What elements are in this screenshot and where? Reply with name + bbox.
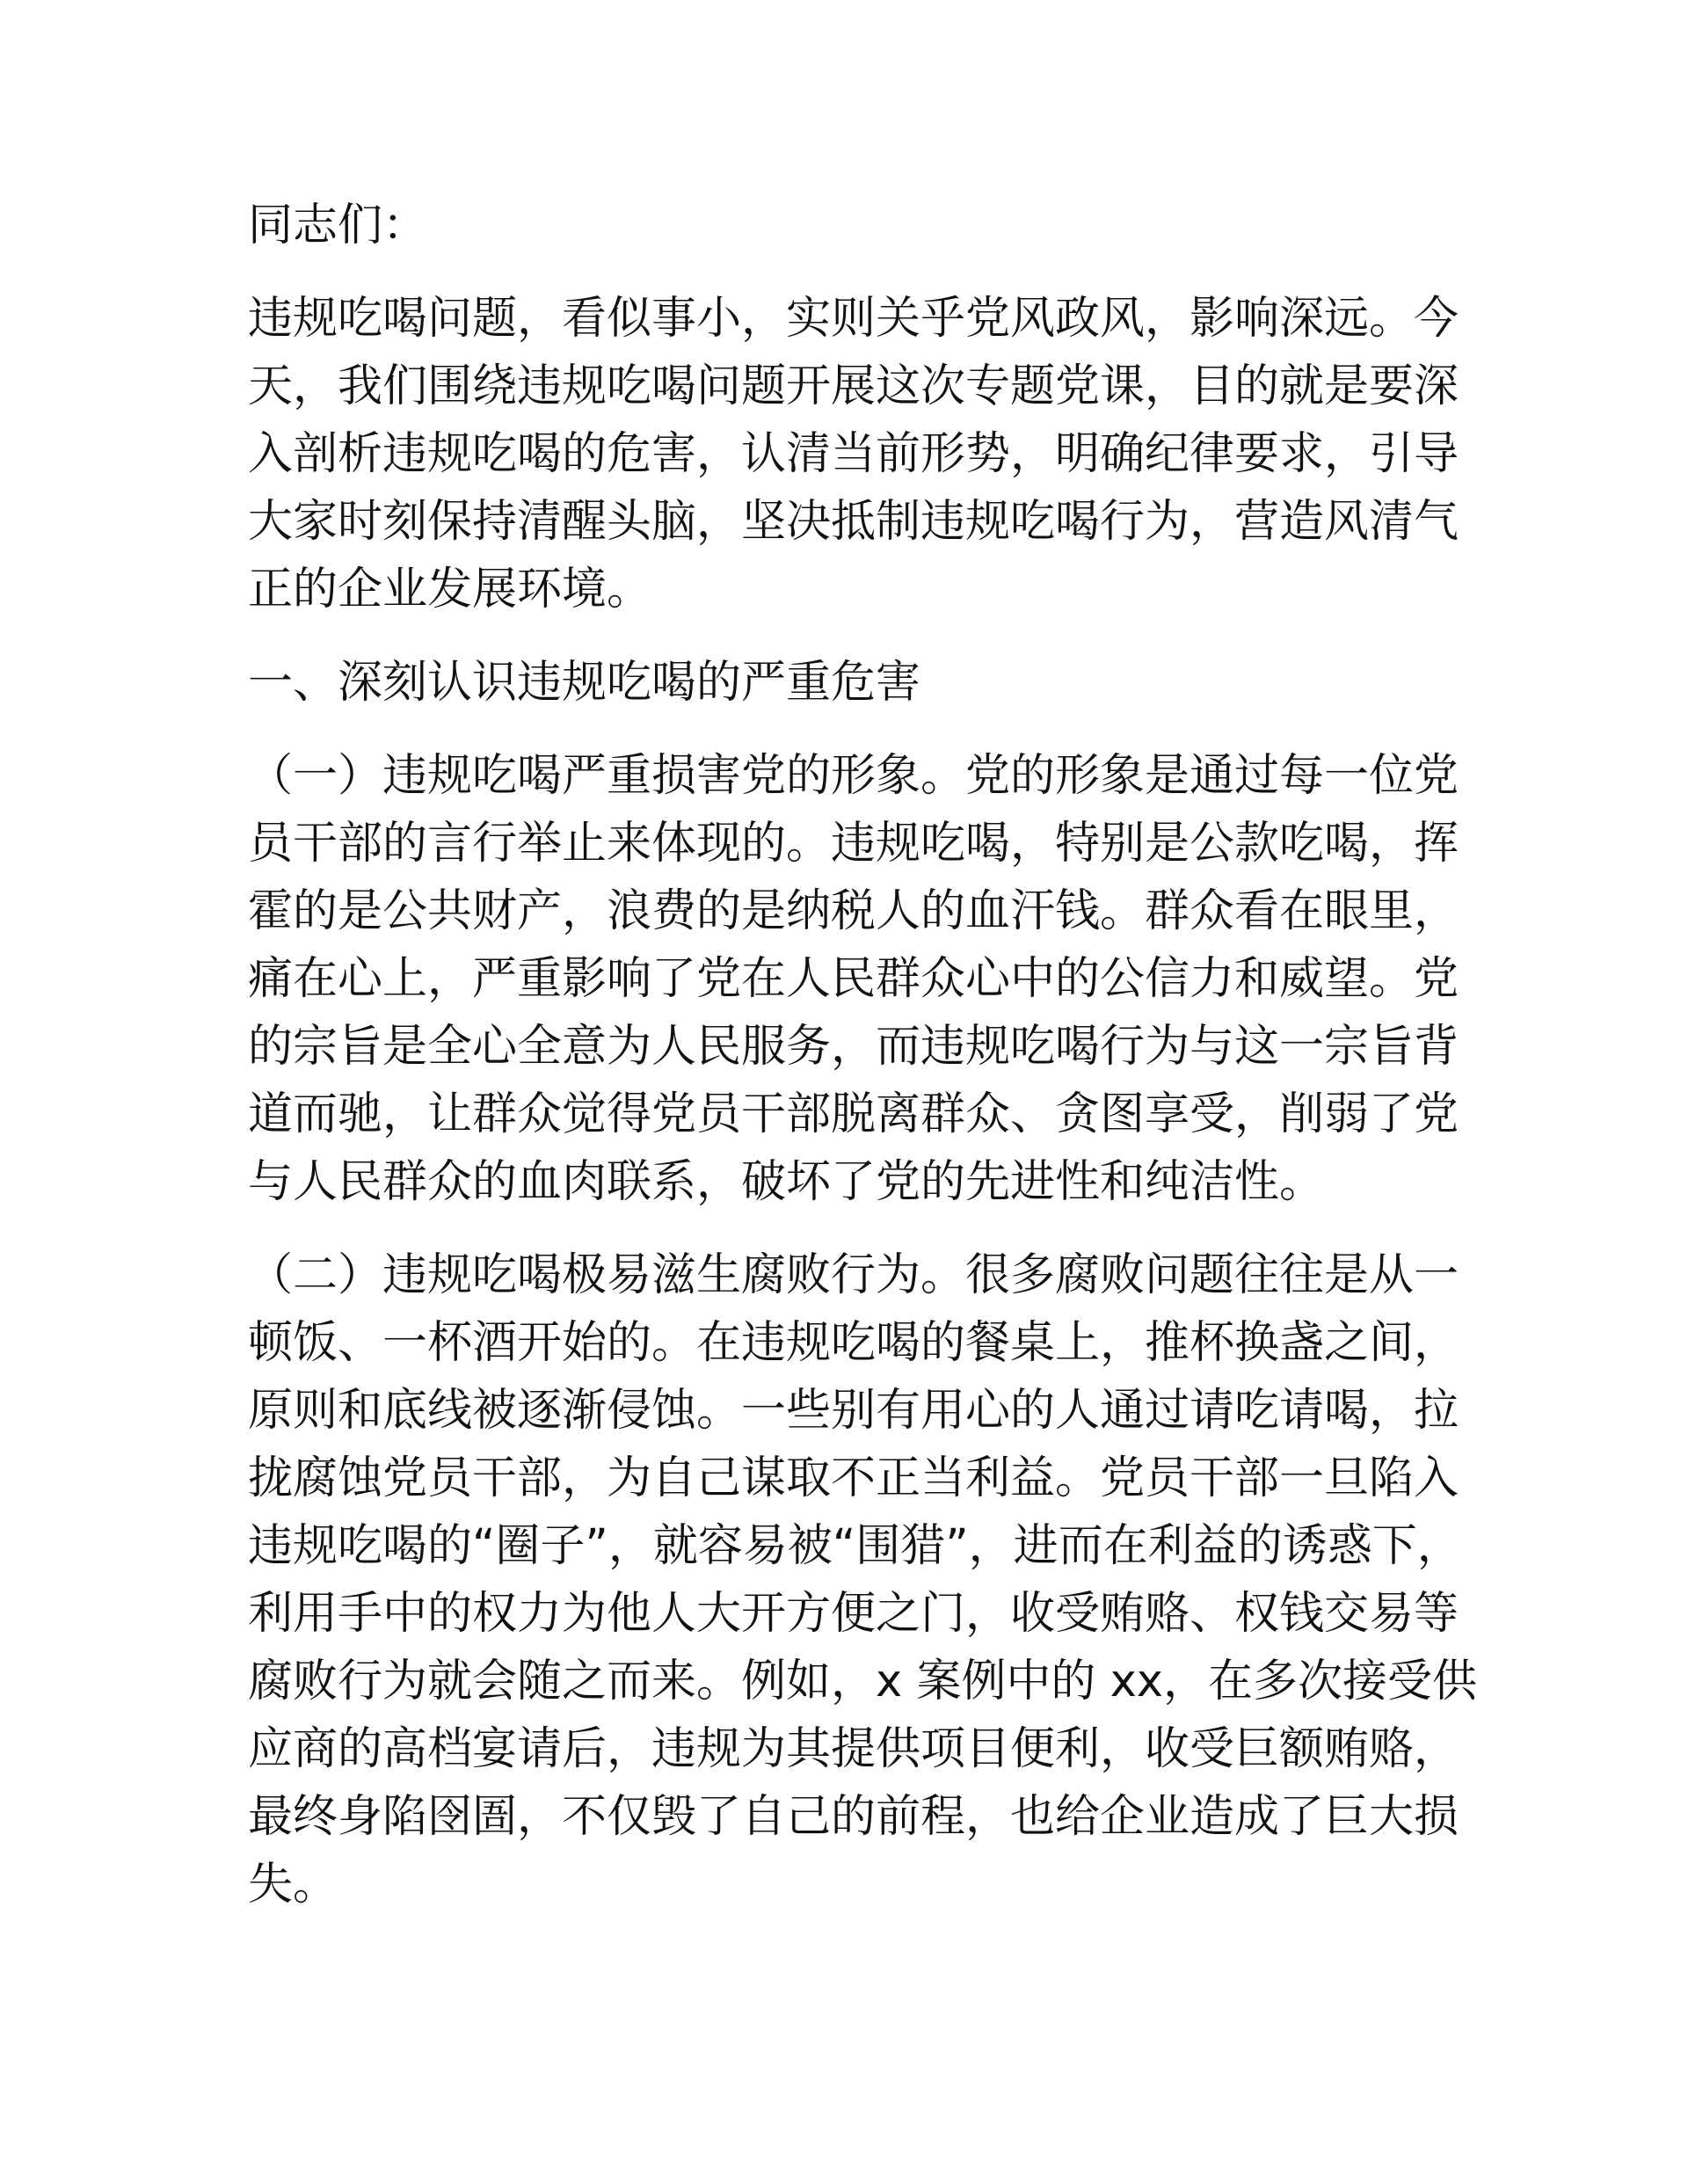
paragraph-gap (248, 623, 1426, 649)
paragraph-line: 利用手中的权力为他人大开方便之门，收受贿赂、权钱交易等 (248, 1588, 1459, 1640)
paragraph-line: 大家时刻保持清醒头脑，坚决抵制违规吃喝行为，营造风清气 (248, 496, 1459, 548)
paragraph-gap (248, 259, 1426, 285)
point-2-paragraph (248, 1241, 1477, 1918)
document-body (248, 192, 1477, 1918)
paragraph-line: 违规吃喝的“圈子”，就容易被“围猎”，进而在利益的诱惑下， (248, 1520, 1462, 1572)
paragraph-line: 拢腐蚀党员干部，为自己谋取不正当利益。党员干部一旦陷入 (248, 1452, 1459, 1504)
paragraph-line: 道而驰，让群众觉得党员干部脱离群众、贪图享受，削弱了党 (248, 1088, 1459, 1140)
paragraph-gap (248, 1216, 1426, 1241)
section-heading: 一、深刻认识违规吃喝的严重危害 (248, 657, 921, 709)
paragraph-line: 的宗旨是全心全意为人民服务，而违规吃喝行为与这一宗旨背 (248, 1021, 1459, 1073)
point-1-paragraph (248, 742, 1459, 1216)
paragraph-line: （二）违规吃喝极易滋生腐败行为。很多腐败问题往往是从一 (248, 1249, 1459, 1301)
paragraph-line: 与人民群众的血肉联系，破坏了党的先进性和纯洁性。 (248, 1156, 1325, 1208)
paragraph-line: 天，我们围绕违规吃喝问题开展这次专题党课，目的就是要深 (248, 360, 1459, 412)
paragraph-line: 失。 (248, 1859, 338, 1911)
paragraph-line: 腐败行为就会随之而来。例如，x 案例中的 xx，在多次接受供 (248, 1656, 1477, 1707)
paragraph-line: （一）违规吃喝严重损害党的形象。党的形象是通过每一位党 (248, 750, 1459, 802)
paragraph-line: 最终身陷囹圄，不仅毁了自己的前程，也给企业造成了巨大损 (248, 1791, 1459, 1843)
paragraph-gap (248, 717, 1426, 742)
paragraph-line: 痛在心上，严重影响了党在人民群众心中的公信力和威望。党 (248, 953, 1459, 1005)
paragraph-line: 入剖析违规吃喝的危害，认清当前形势，明确纪律要求，引导 (248, 428, 1459, 480)
paragraph-line: 员干部的言行举止来体现的。违规吃喝，特别是公款吃喝，挥 (248, 818, 1459, 870)
intro-paragraph (248, 285, 1459, 623)
paragraph-line: 原则和底线被逐渐侵蚀。一些别有用心的人通过请吃请喝，拉 (248, 1385, 1459, 1437)
greeting: 同志们： (248, 200, 428, 251)
paragraph-line: 应商的高档宴请后，违规为其提供项目便利，收受巨额贿赂， (248, 1723, 1459, 1775)
paragraph-line: 霍的是公共财产，浪费的是纳税人的血汗钱。群众看在眼里， (248, 885, 1459, 937)
paragraph-line: 违规吃喝问题，看似事小，实则关乎党风政风，影响深远。今 (248, 293, 1459, 345)
paragraph-line: 正的企业发展环境。 (248, 564, 652, 615)
paragraph-line: 顿饭、一杯酒开始的。在违规吃喝的餐桌上，推杯换盏之间， (248, 1317, 1459, 1369)
